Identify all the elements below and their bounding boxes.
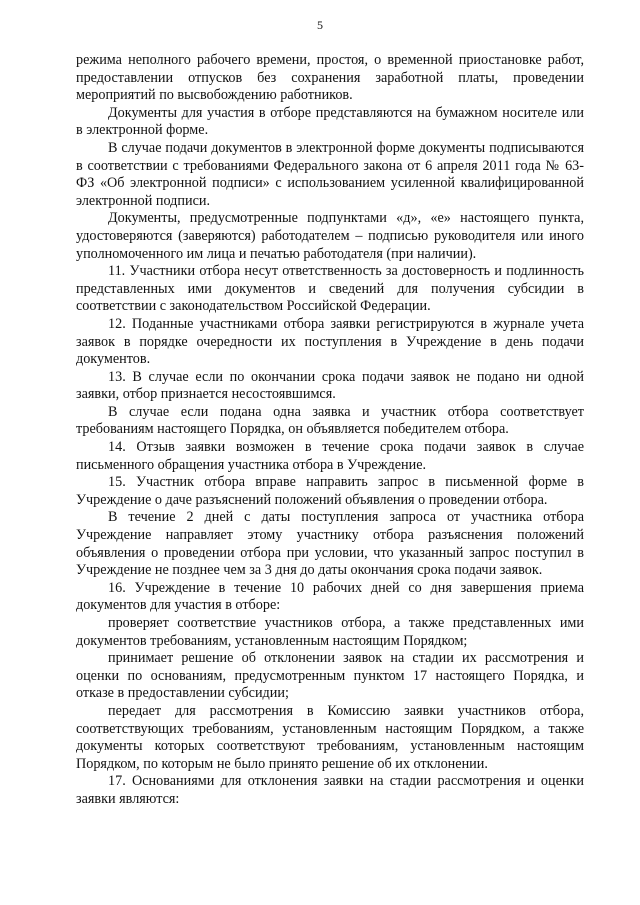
paragraph-item-16: 16. Учреждение в течение 10 рабочих дней со дня завершения приема документов для участия в отборе: (76, 579, 584, 614)
paragraph: В течение 2 дней с даты поступления запроса от участника отбора Учреждение направляет этому участнику отбора разъяснения положений объявления о проведении отбора при условии, что указанный запрос поступил в Учреждение не позднее чем за 3 дня до даты окончания срока подачи заявок. (76, 509, 584, 579)
paragraph: передает для рассмотрения в Комиссию заявки участников отбора, соответствующих требованиям, установленным настоящим Порядком, а также документы которых соответствуют требованиям, установленным настоящим Порядком, по которым не было принято решение об их отклонении. (76, 702, 584, 772)
paragraph: принимает решение об отклонении заявок на стадии их рассмотрения и оценки по основаниям, предусмотренным пунктом 17 настоящего Порядка, и отказе в предоставлении субсидии; (76, 650, 584, 702)
document-body (76, 52, 584, 809)
paragraph-item-13: 13. В случае если по окончании срока подачи заявок не подано ни одной заявки, отбор признается несостоявшимся. (76, 368, 584, 403)
paragraph-item-14: 14. Отзыв заявки возможен в течение срока подачи заявок в случае письменного обращения участника отбора в Учреждение. (76, 439, 584, 473)
paragraph: Документы для участия в отборе представляются на бумажном носителе или в электронной форме. (76, 104, 584, 139)
paragraph: Документы, предусмотренные подпунктами «д», «е» настоящего пункта, удостоверяются (заверяются) работодателем – подписью руководителя или иного уполномоченного им лица и печатью работодателя (при наличии). (76, 210, 584, 262)
paragraph: В случае подачи документов в электронной форме документы подписываются в соответствии с требованиями Федерального закона от 6 апреля 2011 года № 63-ФЗ «Об электронной подписи» с использованием усиленной квалифицированной электронной подписи. (76, 139, 584, 209)
paragraph: В случае если подана одна заявка и участник отбора соответствует требованиям настоящего Порядка, он объявляется победителем отбора. (76, 403, 584, 438)
paragraph-item-12: 12. Поданные участниками отбора заявки регистрируются в журнале учета заявок в порядке очередности их поступления в Учреждение в день подачи документов. (76, 315, 584, 368)
paragraph-item-17: 17. Основаниями для отклонения заявки на стадии рассмотрения и оценки заявки являются: (76, 773, 584, 807)
paragraph-item-15: 15. Участник отбора вправе направить запрос в письменной форме в Учреждение о даче разъяснений положений объявления о проведении отбора. (76, 474, 584, 508)
page-number: 5 (317, 18, 323, 32)
paragraph-continuation: режима неполного рабочего времени, простоя, о временной приостановке работ, предоставлении отпусков без сохранения заработной платы, проведении мероприятий по высвобождению работников. (76, 52, 584, 104)
paragraph-item-11: 11. Участники отбора несут ответственность за достоверность и подлинность представленных ими документов и сведений для получения субсидии в соответствии с законодательством Российской Федерации. (76, 263, 584, 315)
paragraph: проверяет соответствие участников отбора, а также представленных ими документов требованиям, установленным настоящим Порядком; (76, 615, 584, 649)
